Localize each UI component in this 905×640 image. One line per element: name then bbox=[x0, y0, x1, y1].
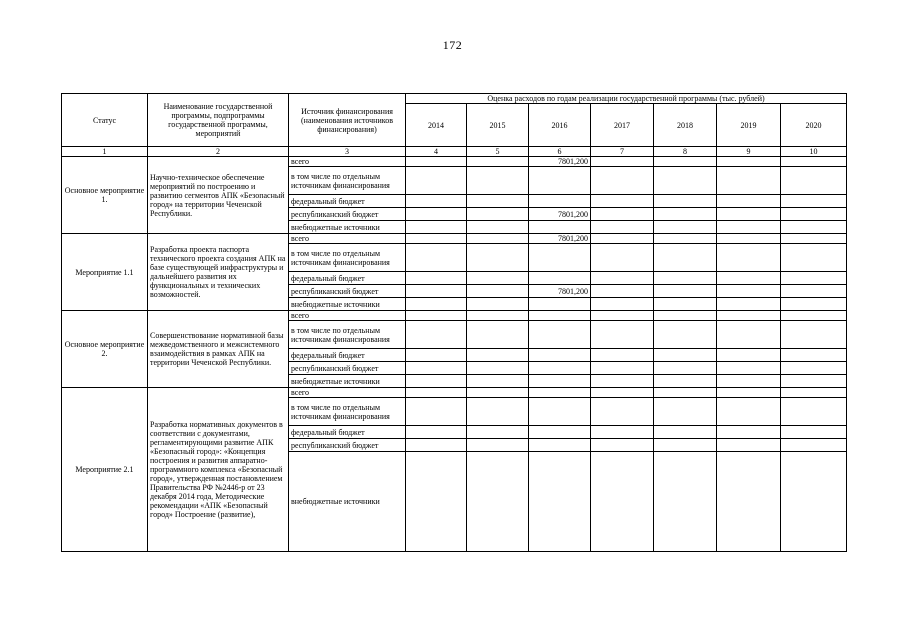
value-cell bbox=[654, 167, 717, 195]
value-cell bbox=[717, 298, 781, 311]
value-cell bbox=[781, 439, 847, 452]
value-cell bbox=[717, 244, 781, 272]
source-cell: всего bbox=[289, 388, 406, 398]
column-number: 7 bbox=[591, 147, 654, 157]
column-number: 2 bbox=[148, 147, 289, 157]
value-cell bbox=[781, 157, 847, 167]
value-cell bbox=[529, 167, 591, 195]
value-cell bbox=[717, 439, 781, 452]
value-cell bbox=[717, 167, 781, 195]
value-cell bbox=[406, 311, 467, 321]
value-cell bbox=[781, 362, 847, 375]
value-cell bbox=[467, 298, 529, 311]
column-number: 5 bbox=[467, 147, 529, 157]
column-number: 1 bbox=[62, 147, 148, 157]
value-cell bbox=[717, 321, 781, 349]
value-cell bbox=[529, 272, 591, 285]
value-cell bbox=[591, 272, 654, 285]
source-cell: внебюджетные источники bbox=[289, 375, 406, 388]
value-cell bbox=[406, 298, 467, 311]
value-cell bbox=[717, 426, 781, 439]
value-cell bbox=[654, 375, 717, 388]
source-cell: федеральный бюджет bbox=[289, 426, 406, 439]
status-cell: Мероприятие 2.1 bbox=[62, 388, 148, 552]
value-cell: 7801,200 bbox=[529, 208, 591, 221]
value-cell bbox=[717, 311, 781, 321]
value-cell bbox=[406, 426, 467, 439]
value-cell bbox=[781, 349, 847, 362]
value-cell bbox=[406, 234, 467, 244]
header-year: 2016 bbox=[529, 104, 591, 147]
header-estimate: Оценка расходов по годам реализации государственной программы (тыс. рублей) bbox=[406, 94, 847, 104]
source-cell: федеральный бюджет bbox=[289, 349, 406, 362]
value-cell bbox=[781, 311, 847, 321]
source-cell: в том числе по отдельным источникам финансирования bbox=[289, 321, 406, 349]
source-cell: внебюджетные источники bbox=[289, 221, 406, 234]
value-cell: 7801,200 bbox=[529, 157, 591, 167]
value-cell bbox=[781, 375, 847, 388]
value-cell bbox=[529, 426, 591, 439]
value-cell bbox=[406, 375, 467, 388]
value-cell bbox=[781, 452, 847, 552]
value-cell bbox=[591, 195, 654, 208]
value-cell bbox=[406, 244, 467, 272]
value-cell bbox=[406, 398, 467, 426]
name-cell: Разработка проекта паспорта технического проекта создания АПК на базе существующей инфраструктуры и дальнейшего развития их функциональных и технических возможностей. bbox=[148, 234, 289, 311]
source-cell: в том числе по отдельным источникам финансирования bbox=[289, 244, 406, 272]
value-cell bbox=[781, 244, 847, 272]
value-cell bbox=[781, 208, 847, 221]
value-cell bbox=[467, 362, 529, 375]
source-cell: федеральный бюджет bbox=[289, 195, 406, 208]
value-cell bbox=[406, 221, 467, 234]
value-cell bbox=[467, 321, 529, 349]
name-cell: Совершенствование нормативной базы межведомственного и межсистемного взаимодействия в рамках АПК на территории Чеченской Республики. bbox=[148, 311, 289, 388]
value-cell bbox=[406, 362, 467, 375]
value-cell bbox=[591, 285, 654, 298]
value-cell bbox=[591, 388, 654, 398]
value-cell bbox=[654, 452, 717, 552]
table-row bbox=[62, 311, 847, 321]
value-cell bbox=[467, 388, 529, 398]
value-cell bbox=[529, 452, 591, 552]
value-cell bbox=[654, 349, 717, 362]
value-cell bbox=[654, 244, 717, 272]
value-cell bbox=[654, 321, 717, 349]
value-cell bbox=[654, 195, 717, 208]
value-cell bbox=[467, 157, 529, 167]
value-cell bbox=[591, 167, 654, 195]
value-cell bbox=[406, 208, 467, 221]
value-cell bbox=[467, 244, 529, 272]
value-cell bbox=[591, 244, 654, 272]
value-cell bbox=[406, 285, 467, 298]
value-cell bbox=[467, 208, 529, 221]
source-cell: всего bbox=[289, 157, 406, 167]
header-name: Наименование государственной программы, подпрограммы государственной программы, мероприятий bbox=[148, 94, 289, 147]
value-cell bbox=[406, 195, 467, 208]
value-cell bbox=[654, 362, 717, 375]
value-cell bbox=[654, 311, 717, 321]
value-cell bbox=[406, 157, 467, 167]
name-cell: Разработка нормативных документов в соответствии с документами, регламентирующими развитие АПК «Безопасный город»: «Концепция построения и развития аппаратно-программного комплекса «Безопасный город», утвержденная постановлением Правительства РФ №2446-р от 23 декабря 2014 года, Методические рекомендации «АПК «Безопасный город» Построение (развитие), bbox=[148, 388, 289, 552]
value-cell bbox=[654, 208, 717, 221]
table-row bbox=[62, 388, 847, 398]
value-cell bbox=[406, 272, 467, 285]
value-cell bbox=[529, 349, 591, 362]
column-number: 10 bbox=[781, 147, 847, 157]
value-cell bbox=[406, 349, 467, 362]
value-cell bbox=[654, 398, 717, 426]
value-cell bbox=[781, 398, 847, 426]
header-year: 2018 bbox=[654, 104, 717, 147]
value-cell bbox=[591, 298, 654, 311]
value-cell bbox=[529, 244, 591, 272]
value-cell bbox=[591, 311, 654, 321]
value-cell bbox=[781, 234, 847, 244]
value-cell bbox=[654, 157, 717, 167]
header-year: 2020 bbox=[781, 104, 847, 147]
value-cell bbox=[654, 298, 717, 311]
value-cell bbox=[467, 375, 529, 388]
value-cell bbox=[467, 398, 529, 426]
value-cell bbox=[467, 221, 529, 234]
value-cell bbox=[717, 208, 781, 221]
value-cell bbox=[467, 426, 529, 439]
value-cell bbox=[781, 321, 847, 349]
value-cell bbox=[529, 375, 591, 388]
source-cell: в том числе по отдельным источникам финансирования bbox=[289, 167, 406, 195]
header-year: 2014 bbox=[406, 104, 467, 147]
source-cell: республиканский бюджет bbox=[289, 362, 406, 375]
source-cell: федеральный бюджет bbox=[289, 272, 406, 285]
value-cell bbox=[781, 426, 847, 439]
value-cell bbox=[467, 311, 529, 321]
value-cell bbox=[654, 285, 717, 298]
value-cell bbox=[717, 272, 781, 285]
value-cell bbox=[406, 439, 467, 452]
value-cell bbox=[529, 362, 591, 375]
value-cell bbox=[717, 234, 781, 244]
value-cell bbox=[717, 157, 781, 167]
header-year: 2019 bbox=[717, 104, 781, 147]
value-cell bbox=[781, 388, 847, 398]
value-cell bbox=[591, 426, 654, 439]
value-cell bbox=[529, 321, 591, 349]
value-cell bbox=[467, 234, 529, 244]
value-cell bbox=[654, 234, 717, 244]
source-cell: республиканский бюджет bbox=[289, 439, 406, 452]
value-cell bbox=[406, 452, 467, 552]
value-cell bbox=[591, 234, 654, 244]
header-status: Статус bbox=[62, 94, 148, 147]
value-cell bbox=[717, 195, 781, 208]
value-cell bbox=[717, 362, 781, 375]
header-source: Источник финансирования (наименования источников финансирования) bbox=[289, 94, 406, 147]
column-number: 8 bbox=[654, 147, 717, 157]
value-cell bbox=[781, 221, 847, 234]
value-cell bbox=[467, 272, 529, 285]
value-cell bbox=[781, 195, 847, 208]
source-cell: республиканский бюджет bbox=[289, 208, 406, 221]
value-cell bbox=[717, 452, 781, 552]
value-cell bbox=[467, 439, 529, 452]
source-cell: внебюджетные источники bbox=[289, 298, 406, 311]
value-cell bbox=[781, 167, 847, 195]
value-cell bbox=[591, 375, 654, 388]
value-cell bbox=[591, 362, 654, 375]
source-cell: всего bbox=[289, 311, 406, 321]
value-cell bbox=[406, 388, 467, 398]
value-cell bbox=[467, 285, 529, 298]
header-year: 2015 bbox=[467, 104, 529, 147]
status-cell: Основное мероприятие 2. bbox=[62, 311, 148, 388]
status-cell: Мероприятие 1.1 bbox=[62, 234, 148, 311]
value-cell bbox=[529, 439, 591, 452]
value-cell bbox=[467, 195, 529, 208]
value-cell bbox=[654, 439, 717, 452]
source-cell: в том числе по отдельным источникам финансирования bbox=[289, 398, 406, 426]
value-cell bbox=[717, 375, 781, 388]
value-cell bbox=[467, 349, 529, 362]
value-cell bbox=[591, 452, 654, 552]
value-cell bbox=[591, 208, 654, 221]
value-cell bbox=[591, 349, 654, 362]
value-cell bbox=[654, 221, 717, 234]
table-body bbox=[62, 157, 847, 552]
header-year: 2017 bbox=[591, 104, 654, 147]
value-cell bbox=[406, 167, 467, 195]
value-cell bbox=[717, 221, 781, 234]
value-cell bbox=[591, 398, 654, 426]
table-row bbox=[62, 234, 847, 244]
value-cell bbox=[781, 298, 847, 311]
budget-table bbox=[61, 93, 847, 552]
table-row bbox=[62, 157, 847, 167]
value-cell bbox=[529, 388, 591, 398]
value-cell bbox=[717, 349, 781, 362]
source-cell: внебюджетные источники bbox=[289, 452, 406, 552]
value-cell: 7801,200 bbox=[529, 285, 591, 298]
value-cell bbox=[529, 221, 591, 234]
value-cell bbox=[781, 272, 847, 285]
column-number: 6 bbox=[529, 147, 591, 157]
value-cell bbox=[591, 221, 654, 234]
value-cell bbox=[467, 452, 529, 552]
value-cell bbox=[529, 298, 591, 311]
name-cell: Научно-техническое обеспечение мероприятий по построению и развитию сегментов АПК «Безопасный город» на территории Чеченской Республики. bbox=[148, 157, 289, 234]
value-cell bbox=[467, 167, 529, 195]
status-cell: Основное мероприятие 1. bbox=[62, 157, 148, 234]
column-number: 3 bbox=[289, 147, 406, 157]
value-cell bbox=[591, 321, 654, 349]
source-cell: республиканский бюджет bbox=[289, 285, 406, 298]
value-cell bbox=[717, 388, 781, 398]
value-cell bbox=[654, 426, 717, 439]
value-cell bbox=[591, 439, 654, 452]
page-number: 172 bbox=[442, 38, 463, 52]
column-number: 9 bbox=[717, 147, 781, 157]
value-cell bbox=[529, 398, 591, 426]
value-cell bbox=[654, 272, 717, 285]
value-cell bbox=[781, 285, 847, 298]
value-cell bbox=[717, 398, 781, 426]
value-cell bbox=[406, 321, 467, 349]
value-cell bbox=[591, 157, 654, 167]
value-cell bbox=[529, 195, 591, 208]
source-cell: всего bbox=[289, 234, 406, 244]
value-cell: 7801,200 bbox=[529, 234, 591, 244]
value-cell bbox=[529, 311, 591, 321]
value-cell bbox=[717, 285, 781, 298]
column-number: 4 bbox=[406, 147, 467, 157]
value-cell bbox=[654, 388, 717, 398]
